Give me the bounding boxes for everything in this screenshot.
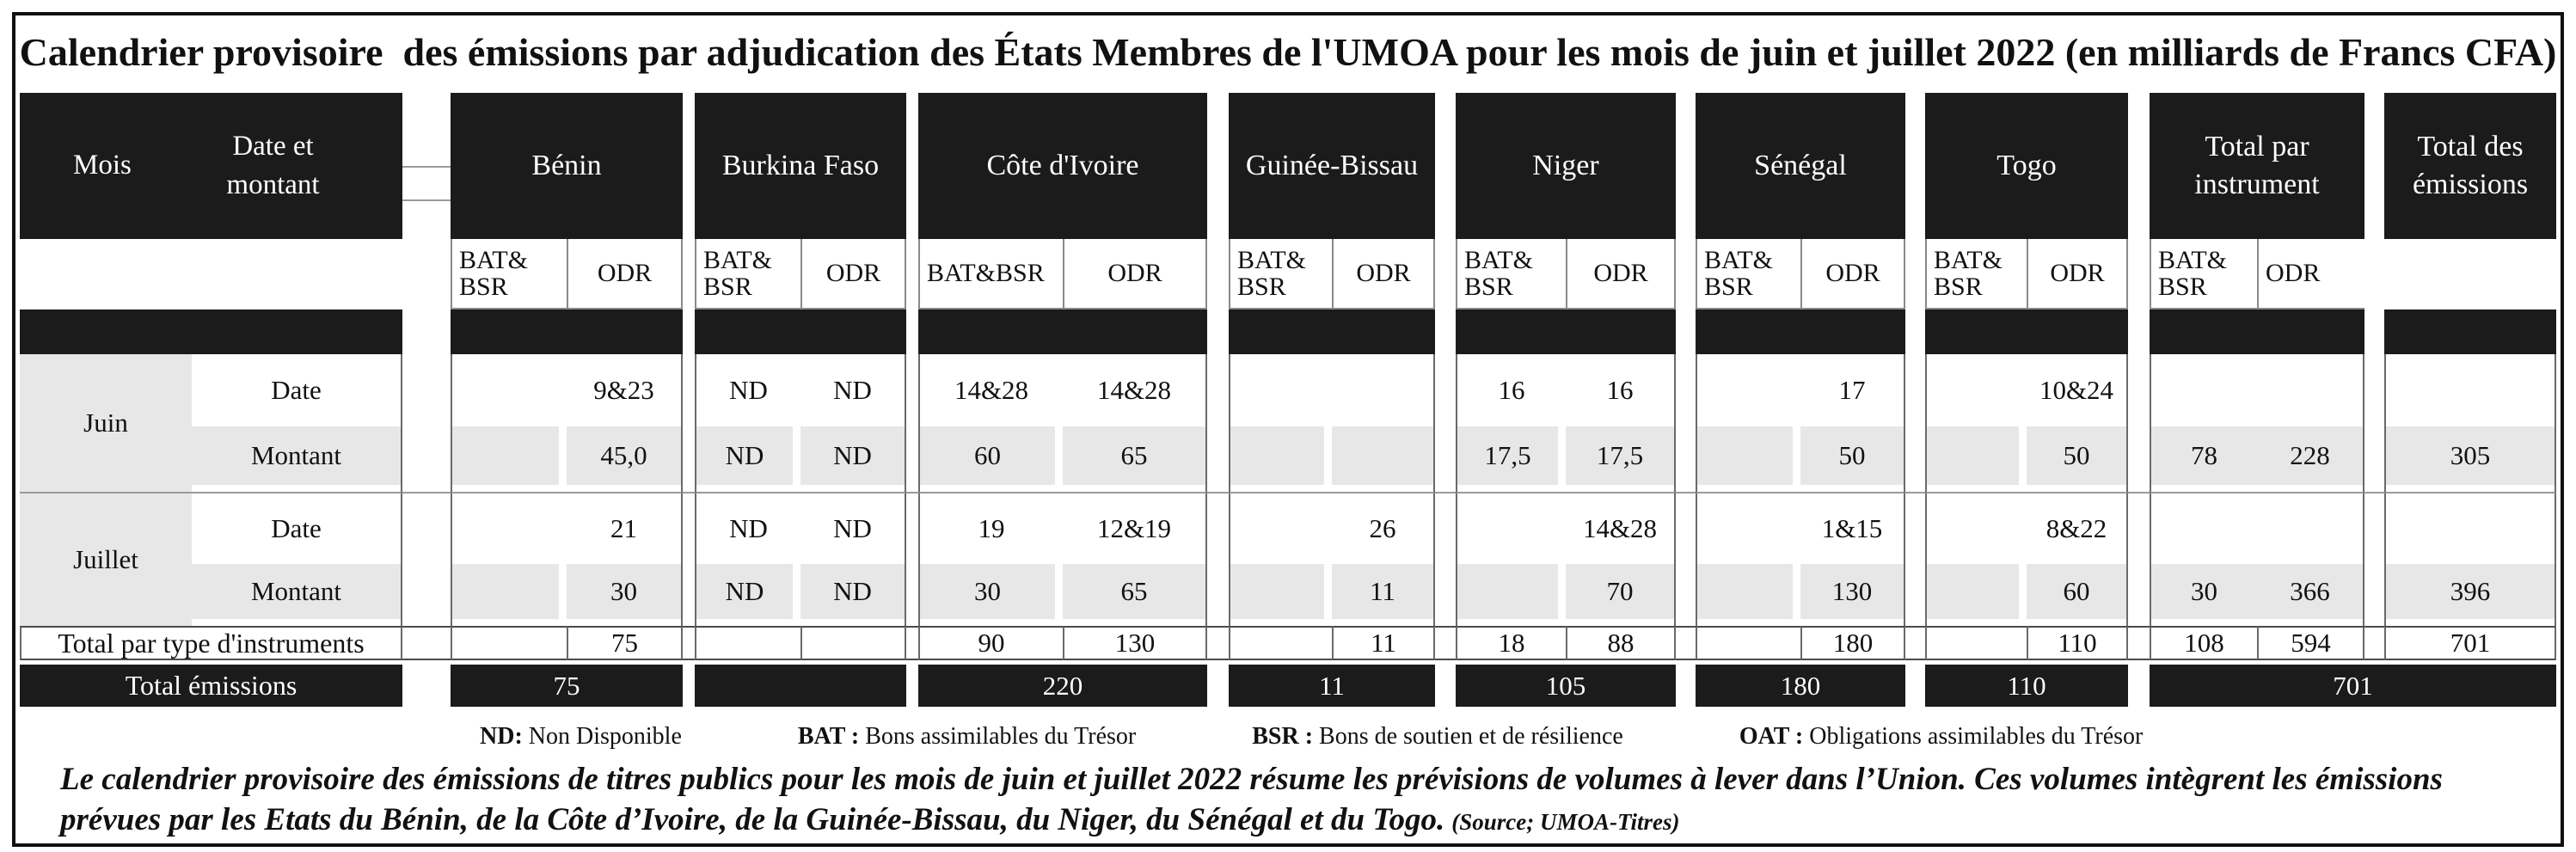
juillet-montant-label: Montant (192, 564, 402, 626)
juillet-date-niger-bat (1456, 493, 1566, 564)
juillet-montant-gb-bat (1229, 564, 1332, 626)
juillet-date-togo-bat (1925, 493, 2027, 564)
column-gap (2364, 626, 2384, 660)
column-gap (1905, 426, 1925, 493)
juin-montant-senegal-bat (1696, 426, 1800, 493)
juin-date-total-instr (2150, 354, 2364, 426)
juillet-date-ci-bat: 19 (918, 493, 1063, 564)
total-type-ci-bat: 90 (918, 626, 1063, 660)
juin-date-ci-bat: 14&28 (918, 354, 1063, 426)
juillet-date-gb-odr: 26 (1332, 493, 1435, 564)
total-type-niger-odr: 88 (1566, 626, 1676, 660)
subheader-burkina-odr: ODR (800, 239, 906, 310)
legend (15, 719, 2561, 755)
juin-montant-gb-odr (1332, 426, 1435, 493)
emissions-table (20, 93, 2561, 707)
separator-left (20, 310, 402, 354)
total-type-senegal-bat (1696, 626, 1800, 660)
subheader-burkina-bat: BAT& BSR (695, 239, 800, 310)
juillet-montant-niger-odr: 70 (1566, 564, 1676, 626)
juillet-montant-total-instr (2150, 564, 2364, 626)
juin-montant-gb-bat (1229, 426, 1332, 493)
subheader-senegal-bat: BAT& BSR (1696, 239, 1800, 310)
subheader-senegal-odr: ODR (1800, 239, 1905, 310)
column-gap (1435, 626, 1456, 660)
subheader-niger-bat: BAT& BSR (1456, 239, 1566, 310)
separator-benin (451, 310, 683, 354)
juillet-montant-benin-odr: 30 (567, 564, 683, 626)
column-gap (906, 426, 918, 493)
column-gap (402, 426, 451, 493)
juin-montant-togo-bat (1925, 426, 2027, 493)
total-type-burkina-bat (695, 626, 800, 660)
legend-definition: Bons assimilables du Trésor (865, 723, 1137, 750)
juillet-date-total-instr (2150, 493, 2364, 564)
juillet-montant-gb-odr: 11 (1332, 564, 1435, 626)
total-emissions-grand-total: 701 (2150, 660, 2556, 707)
total-type-gb-bat (1229, 626, 1332, 660)
footnote (60, 760, 2540, 840)
juin-montant-senegal-odr: 50 (1800, 426, 1905, 493)
juin-montant-burkina-bat: ND (695, 426, 800, 493)
juin-date-niger-bat: 16 (1456, 354, 1566, 426)
juillet-montant-senegal-bat (1696, 564, 1800, 626)
juillet-date-burkina-bat: ND (695, 493, 800, 564)
total-type-togo-bat (1925, 626, 2027, 660)
document-frame (12, 12, 2564, 847)
separator-niger (1456, 310, 1676, 354)
legend-term: BAT : (797, 723, 860, 750)
total-type-senegal-odr: 180 (1800, 626, 1905, 660)
juin-total-odr: 228 (2290, 440, 2330, 471)
footnote-source: (Source; UMOA-Titres) (1451, 808, 1680, 835)
juillet-montant-togo-bat (1925, 564, 2027, 626)
legend-term: OAT : (1739, 723, 1804, 750)
subheader-benin-bat: BAT& BSR (451, 239, 567, 310)
juin-montant-benin-bat (451, 426, 567, 493)
legend-definition: Obligations assimilables du Trésor (1809, 723, 2144, 750)
column-gap (1435, 426, 1456, 493)
total-type-instr-bat: 108 (2150, 626, 2257, 660)
separator-ci (918, 310, 1207, 354)
header-togo: Togo (1925, 93, 2128, 239)
juin-date-benin-bat (451, 354, 567, 426)
header-benin: Bénin (451, 93, 683, 239)
separator-burkina (695, 310, 906, 354)
header-senegal: Sénégal (1696, 93, 1905, 239)
legend-definition: Bons de soutien et de résilience (1319, 723, 1623, 750)
juillet-montant-burkina-odr: ND (800, 564, 906, 626)
juin-montant-total-em: 305 (2384, 426, 2556, 493)
juin-montant-niger-odr: 17,5 (1566, 426, 1676, 493)
juin-montant-burkina-odr: ND (800, 426, 906, 493)
total-type-niger-bat: 18 (1456, 626, 1566, 660)
subheader-niger-odr: ODR (1566, 239, 1676, 310)
juillet-montant-benin-bat (451, 564, 567, 626)
juin-date-gb-bat (1229, 354, 1332, 426)
column-gap (1905, 626, 1925, 660)
total-type-label: Total par type d'instruments (20, 626, 402, 660)
juillet-date-ci-odr: 12&19 (1063, 493, 1207, 564)
table-title: Calendrier provisoire des émissions par adjudication des États Membres de l'UMOA pour les mois de juin et juillet 2022 (en milliards de Francs CFA) (19, 30, 2557, 74)
column-gap-lines (402, 93, 451, 239)
separator-togo (1925, 310, 2128, 354)
total-type-benin-bat (451, 626, 567, 660)
juin-date-senegal-bat (1696, 354, 1800, 426)
column-gap (683, 626, 695, 660)
juillet-montant-burkina-bat: ND (695, 564, 800, 626)
month-juin: Juin (20, 354, 192, 493)
juillet-montant-senegal-odr: 130 (1800, 564, 1905, 626)
footnote-text: Le calendrier provisoire des émissions de titres publics pour les mois de juin et juillet 2022 résume les prévisions de volumes à lever dans l’Union. Ces volumes intègrent les émissions prévues par les Etats du Bénin, de la Côte d’Ivoire, de la Guinée-Bissau, du Niger, du Sénégal et du Togo. (60, 762, 2443, 837)
total-type-gb-odr: 11 (1332, 626, 1435, 660)
juin-date-burkina-odr: ND (800, 354, 906, 426)
juin-date-benin-odr: 9&23 (567, 354, 683, 426)
month-juillet: Juillet (20, 493, 192, 626)
juin-montant-ci-odr: 65 (1063, 426, 1207, 493)
header-total-des-emissions: Total des émissions (2384, 93, 2556, 239)
juillet-date-burkina-odr: ND (800, 493, 906, 564)
juillet-montant-niger-bat (1456, 564, 1566, 626)
total-emissions-label: Total émissions (20, 660, 402, 707)
juillet-montant-total-em: 396 (2384, 564, 2556, 626)
juin-montant-togo-odr: 50 (2027, 426, 2128, 493)
total-emissions-togo: 110 (1925, 660, 2128, 707)
legend-item (1252, 723, 1623, 751)
juillet-date-togo-odr: 8&22 (2027, 493, 2128, 564)
legend-definition: Non Disponible (528, 723, 682, 750)
legend-term: BSR : (1252, 723, 1314, 750)
total-emissions-burkina (695, 660, 906, 707)
juillet-date-niger-odr: 14&28 (1566, 493, 1676, 564)
header-mois-date (20, 93, 402, 239)
subheader-togo-odr: ODR (2027, 239, 2128, 310)
subheader-total-bat: BAT& BSR (2150, 239, 2257, 310)
juillet-date-senegal-bat (1696, 493, 1800, 564)
juillet-montant-ci-bat: 30 (918, 564, 1063, 626)
juin-date-total-em (2384, 354, 2556, 426)
total-type-ci-odr: 130 (1063, 626, 1207, 660)
juin-montant-ci-bat: 60 (918, 426, 1063, 493)
juin-date-ci-odr: 14&28 (1063, 354, 1207, 426)
header-mois-label: Mois (73, 150, 132, 181)
column-gap (1207, 426, 1229, 493)
juillet-date-benin-bat (451, 493, 567, 564)
total-type-instr-odr: 594 (2257, 626, 2364, 660)
juin-date-gb-odr (1332, 354, 1435, 426)
juillet-date-benin-odr: 21 (567, 493, 683, 564)
header-burkina-faso: Burkina Faso (695, 93, 906, 239)
separator-senegal (1696, 310, 1905, 354)
juin-date-niger-odr: 16 (1566, 354, 1676, 426)
subheader-togo-bat: BAT& BSR (1925, 239, 2027, 310)
column-gap (1207, 626, 1229, 660)
column-gap (2364, 426, 2384, 493)
juin-montant-total-instr (2150, 426, 2364, 493)
total-type-burkina-odr (800, 626, 906, 660)
subheader-ci-odr: ODR (1063, 239, 1207, 310)
juin-total-bat: 78 (2191, 440, 2217, 471)
separator-total-em (2384, 310, 2556, 354)
juillet-total-bat: 30 (2191, 576, 2217, 607)
header-niger: Niger (1456, 93, 1676, 239)
column-gap (2128, 426, 2150, 493)
separator-total-instr (2150, 310, 2364, 354)
subheader-benin-odr: ODR (567, 239, 683, 310)
juin-date-senegal-odr: 17 (1800, 354, 1905, 426)
juillet-total-odr: 366 (2290, 576, 2330, 607)
total-emissions-benin: 75 (451, 660, 683, 707)
juillet-date-senegal-odr: 1&15 (1800, 493, 1905, 564)
legend-term: ND: (480, 723, 523, 750)
total-emissions-niger: 105 (1456, 660, 1676, 707)
separator-gb (1229, 310, 1435, 354)
total-emissions-ci: 220 (918, 660, 1207, 707)
legend-item (1739, 723, 2144, 751)
juin-date-burkina-bat: ND (695, 354, 800, 426)
total-emissions-gb: 11 (1229, 660, 1435, 707)
header-guinee-bissau: Guinée-Bissau (1229, 93, 1435, 239)
column-gap (2128, 626, 2150, 660)
total-type-benin-odr: 75 (567, 626, 683, 660)
total-type-total-em: 701 (2384, 626, 2556, 660)
juillet-montant-ci-odr: 65 (1063, 564, 1207, 626)
subheader-total-odr: ODR (2257, 239, 2364, 310)
total-type-togo-odr: 110 (2027, 626, 2128, 660)
legend-item (480, 723, 682, 751)
column-gap (1676, 426, 1696, 493)
juin-date-label: Date (192, 354, 402, 426)
column-gap (402, 626, 451, 660)
header-cote-divoire: Côte d'Ivoire (918, 93, 1207, 239)
juin-montant-label: Montant (192, 426, 402, 493)
juin-date-togo-bat (1925, 354, 2027, 426)
juillet-date-gb-bat (1229, 493, 1332, 564)
legend-item (798, 723, 1136, 751)
juillet-date-label: Date (192, 493, 402, 564)
juillet-montant-togo-odr: 60 (2027, 564, 2128, 626)
header-total-par-instrument: Total par instrument (2150, 93, 2364, 239)
subheader-gb-odr: ODR (1332, 239, 1435, 310)
header-date-montant-label: Date et montant (226, 131, 320, 200)
juin-montant-niger-bat: 17,5 (1456, 426, 1566, 493)
juin-montant-benin-odr: 45,0 (567, 426, 683, 493)
total-emissions-senegal: 180 (1696, 660, 1905, 707)
column-gap (906, 626, 918, 660)
subheader-gb-bat: BAT& BSR (1229, 239, 1332, 310)
column-gap (683, 426, 695, 493)
juin-date-togo-odr: 10&24 (2027, 354, 2128, 426)
juillet-date-total-em (2384, 493, 2556, 564)
subheader-ci-bat: BAT&BSR (918, 239, 1063, 310)
column-gap (1676, 626, 1696, 660)
